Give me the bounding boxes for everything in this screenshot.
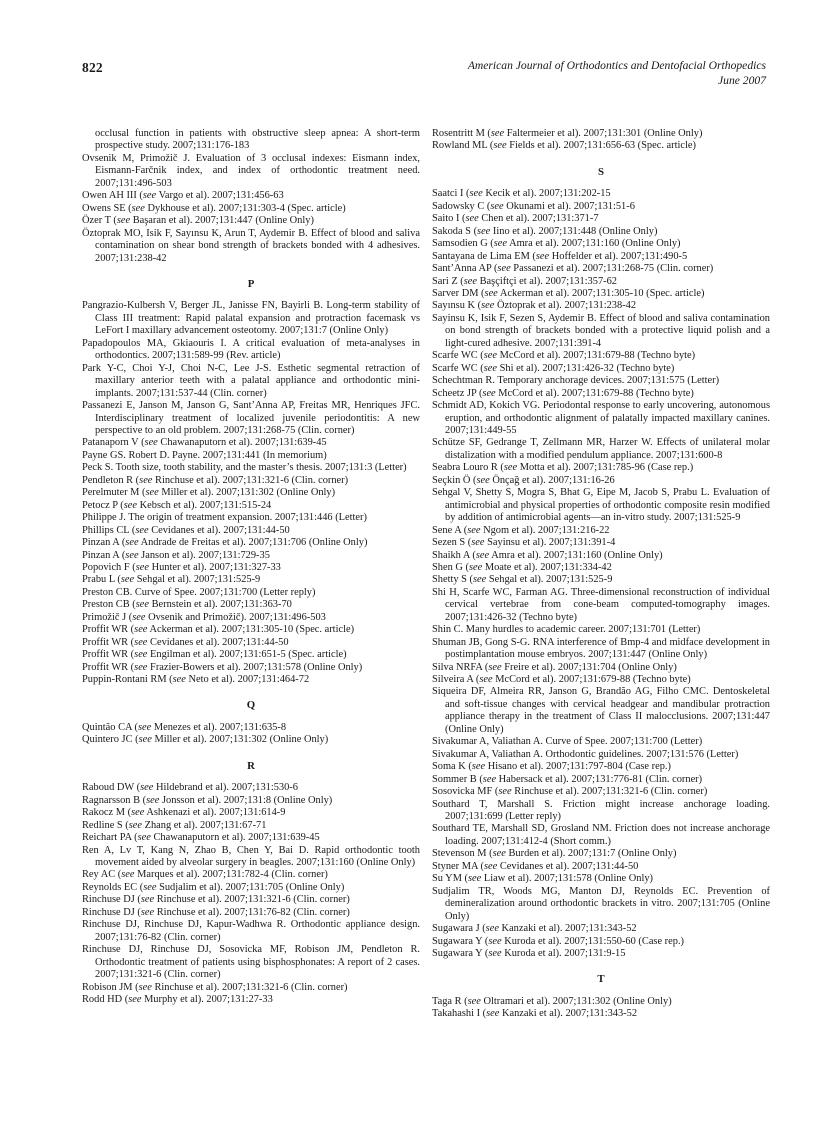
journal-title: American Journal of Orthodontics and Dentofacial Orthopedics xyxy=(467,59,766,72)
index-entry: Rinchuse DJ (see Rinchuse et al). 2007;131:321-6 (Clin. corner) xyxy=(82,894,350,906)
index-entry: Scarfe WC (see Shi et al). 2007;131:426-32 (Techno byte) xyxy=(432,362,675,374)
index-entry: Styner MA (see Cevidanes et al). 2007;131:44-50 xyxy=(432,860,639,872)
index-entry: Quintão CA (see Menezes et al). 2007;131:635-8 xyxy=(82,721,287,733)
index-entry: Sudjalim TR, Woods MG, Manton DJ, Reynolds EC. Prevention of demineralization around orthodontic brackets in vitro. 2007;131:705 (Online Only) xyxy=(432,885,770,922)
index-entry: Scarfe WC (see McCord et al). 2007;131:679-88 (Techno byte) xyxy=(432,350,696,362)
index-entry: Papadopoulos MA, Gkiaouris I. A critical evaluation of meta-analyses in orthodontics. 2007;131:589-99 (Rev. article) xyxy=(82,337,420,362)
index-entry: Samsodien G (see Amra et al). 2007;131:160 (Online Only) xyxy=(432,238,681,250)
index-entry: Seçkin Ö (see Önçağ et al). 2007;131:16-26 xyxy=(432,474,615,486)
running-head xyxy=(468,58,766,88)
page-number: 822 xyxy=(82,60,103,75)
index-entry: Sivakumar A, Valiathan A. Orthodontic guidelines. 2007;131:576 (Letter) xyxy=(432,748,739,760)
index-entry: Rinchuse DJ (see Rinchuse et al). 2007;131:76-82 (Clin. corner) xyxy=(82,906,350,918)
index-entry: Shin C. Many hurdles to academic career. 2007;131:701 (Letter) xyxy=(432,624,701,636)
index-entry: Sayinsu K, Isik F, Sezen S, Aydemir B. Effect of blood and saliva contamination on bond strength of brackets bonded with a protective liquid polish and a light-cured adhesive. 2007;131:391-4 xyxy=(432,312,770,349)
section-heading-T: T xyxy=(597,973,605,986)
index-entry: Sommer B (see Habersack et al). 2007;131:776-81 (Clin. corner) xyxy=(432,773,703,785)
index-entry: Popovich F (see Hunter et al). 2007;131:327-33 xyxy=(82,561,281,573)
index-entry: Saatci I (see Kecik et al). 2007;131:202-15 xyxy=(432,188,611,200)
index-entry: Shen G (see Moate et al). 2007;131:334-42 xyxy=(432,561,612,573)
index-entry: Sadowsky C (see Okunami et al). 2007;131:51-6 xyxy=(432,200,635,212)
index-entry: Rey AC (see Marques et al). 2007;131:782-4 (Clin. corner) xyxy=(82,869,328,881)
index-entry: Payne GS. Robert D. Payne. 2007;131:441 (In memorium) xyxy=(82,449,327,461)
index-entry: Sari Z (see Başçiftçi et al). 2007;131:357-62 xyxy=(432,275,617,287)
index-entry: Ovsenik M, Primožič J. Evaluation of 3 occlusal indexes: Eismann index, Eismann-Farčnik index, and index of orthodontic treatment need. 2007;131:496-503 xyxy=(82,152,420,189)
index-entry: Silveira A (see McCord et al). 2007;131:679-88 (Techno byte) xyxy=(432,674,691,686)
index-entry: Sosovicka MF (see Rinchuse et al). 2007;131:321-6 (Clin. corner) xyxy=(432,786,708,798)
index-entry: Quintero JC (see Miller et al). 2007;131:302 (Online Only) xyxy=(82,734,329,746)
index-entry: Preston CB (see Bernstein et al). 2007;131:363-70 xyxy=(82,599,292,611)
index-entry: Primožič J (see Ovsenik and Primožič). 2007;131:496-503 xyxy=(82,611,326,623)
index-entry: Rinchuse DJ, Rinchuse DJ, Sosovicka MF, Robison JM, Pendleton R. Orthodontic treatment of patients using bisphosphonates: A report of 2 cases. 2007;131:321-6 (Clin. corner) xyxy=(82,944,420,981)
index-entry: Robison JM (see Rinchuse et al). 2007;131:321-6 (Clin. corner) xyxy=(82,981,348,993)
index-entry: Sant’Anna AP (see Passanezi et al). 2007;131:268-75 (Clin. corner) xyxy=(432,263,714,275)
index-entry: Passanezi E, Janson M, Janson G, Sant’Anna AP, Freitas MR, Henriques JFC. Interdisciplinary treatment of localized juvenile periodontitis: A new perspective to an old problem. 2007;131:268-75 (Clin. corner) xyxy=(82,400,420,436)
index-entry: Stevenson M (see Burden et al). 2007;131:7 (Online Only) xyxy=(432,848,677,860)
index-entry: Owens SE (see Dykhouse et al). 2007;131:303-4 (Spec. article) xyxy=(82,202,346,214)
index-entry: Ren A, Lv T, Kang N, Zhao B, Chen Y, Bai D. Rapid orthodontic tooth movement aided by alveolar surgery in beagles. 2007;131:160 (Online Only) xyxy=(82,844,420,869)
index-entry: Sene A (see Ngom et al). 2007;131:216-22 xyxy=(432,524,610,536)
index-entry: Proffit WR (see Frazier-Bowers et al). 2007;131:578 (Online Only) xyxy=(82,661,363,673)
index-entry: Schmidt AD, Kokich VG. Periodontal response to early uncovering, autonomous eruption, and orthodontic alignment of palatally impacted maxillary canines. 2007;131:449-55 xyxy=(432,400,770,436)
index-entry: Philippe J. The origin of treatment expansion. 2007;131:446 (Letter) xyxy=(82,512,367,524)
index-entry: Sarver DM (see Ackerman et al). 2007;131:305-10 (Spec. article) xyxy=(432,287,705,299)
index-entry: Shaikh A (see Amra et al). 2007;131:160 (Online Only) xyxy=(432,549,663,561)
index-entry: Reynolds EC (see Sudjalim et al). 2007;131:705 (Online Only) xyxy=(82,881,345,893)
index-column-left xyxy=(82,128,420,1006)
index-entry: Pendleton R (see Rinchuse et al). 2007;131:321-6 (Clin. corner) xyxy=(82,474,349,486)
index-entry: Proffit WR (see Ackerman et al). 2007;131:305-10 (Spec. article) xyxy=(82,624,355,636)
index-entry: Schechtman R. Temporary anchorage devices. 2007;131:575 (Letter) xyxy=(432,375,720,387)
index-entry: Phillips CL (see Cevidanes et al). 2007;131:44-50 xyxy=(82,524,290,536)
index-entry: Raboud DW (see Hildebrand et al). 2007;131:530-6 xyxy=(82,782,298,794)
index-entry: Ragnarsson B (see Jonsson et al). 2007;131:8 (Online Only) xyxy=(82,794,333,806)
index-entry: Proffit WR (see Cevidanes et al). 2007;131:44-50 xyxy=(82,636,289,648)
index-entry: Redline S (see Zhang et al). 2007;131:67-71 xyxy=(82,819,267,831)
index-entry: Sehgal V, Shetty S, Mogra S, Bhat G, Eipe M, Jacob S, Prabu L. Evaluation of antimicrobial and physical properties of orthodontic composite resin modified by addition of antimicrobial agents—an in-vitro study. 2007;131:525-9 xyxy=(432,487,770,524)
index-entry: Takahashi I (see Kanzaki et al). 2007;131:343-52 xyxy=(432,1008,638,1020)
index-entry: Silva NRFA (see Freire et al). 2007;131:704 (Online Only) xyxy=(432,661,677,673)
index-entry: Taga R (see Oltramari et al). 2007;131:302 (Online Only) xyxy=(432,995,672,1007)
index-entry: Shuman JB, Gong S-G. RNA interference of Bmp-4 and midface development in postimplantation mouse embryos. 2007;131:447 (Online Only) xyxy=(432,636,770,661)
index-entry: Sugawara J (see Kanzaki et al). 2007;131:343-52 xyxy=(432,923,637,935)
index-entry: Pangrazio-Kulbersh V, Berger JL, Janisse FN, Bayirli B. Long-term stability of Class III treatment: Rapid palatal expansion and protraction facemask vs LeFort I maxillary advancement osteotomy. 2007;131:7 (Online Only) xyxy=(82,300,420,337)
index-entry: Petocz P (see Kebsch et al). 2007;131:515-24 xyxy=(82,499,272,511)
index-entry: Sayınsu K (see Öztoprak et al). 2007;131:238-42 xyxy=(432,300,637,312)
index-entry: Park Y-C, Choi Y-J, Choi N-C, Lee J-S. Esthetic segmental retraction of maxillary anterior teeth with a palatal appliance and orthodontic mini-implants. 2007;131:537-44 (Clin. corner) xyxy=(82,362,420,399)
index-entry: Pinzan A (see Andrade de Freitas et al). 2007;131:706 (Online Only) xyxy=(82,537,368,549)
index-entry: Pinzan A (see Janson et al). 2007;131:729-35 xyxy=(82,549,270,561)
index-entry: Shetty S (see Sehgal et al). 2007;131:525-9 xyxy=(432,574,613,586)
index-column-right xyxy=(432,128,770,1021)
index-entry: Siqueira DF, Almeira RR, Janson G, Brandão AG, Filho CMC. Dentoskeletal and soft-tissue changes with cervical headgear and mandibular protraction appliance therapy in the treatment of Class II malocclusions. 2007;131:447 (Online Only) xyxy=(432,686,770,735)
section-heading-S: S xyxy=(597,165,604,178)
index-entry: Preston CB. Curve of Spee. 2007;131:700 (Letter reply) xyxy=(82,586,316,598)
index-entry: Sezen S (see Sayinsu et al). 2007;131:391-4 xyxy=(432,537,616,549)
index-entry: Rodd HD (see Murphy et al). 2007;131:27-33 xyxy=(82,994,273,1005)
issue-date: June 2007 xyxy=(718,74,766,87)
index-entry: Prabu L (see Sehgal et al). 2007;131:525-9 xyxy=(82,574,261,586)
index-entry: Patanaporn V (see Chawanaputorn et al). 2007;131:639-45 xyxy=(82,437,327,449)
index-entry: Scheetz JP (see McCord et al). 2007;131:679-88 (Techno byte) xyxy=(432,387,694,399)
index-entry: Öztoprak MO, Isik F, Sayınsu K, Arun T, Aydemir B. Effect of blood and saliva contamination on shear bond strength of brackets bonded with 4 adhesives. 2007;131:238-42 xyxy=(82,227,420,264)
index-entry: Proffit WR (see Engilman et al). 2007;131:651-5 (Spec. article) xyxy=(82,649,347,661)
index-entry: Perelmuter M (see Miller et al). 2007;131:302 (Online Only) xyxy=(82,487,336,499)
section-heading-P: P xyxy=(247,277,255,290)
index-entry: Soma K (see Hisano et al). 2007;131:797-804 (Case rep.) xyxy=(432,761,671,773)
index-entry: Schütze SF, Gedrange T, Zellmann MR, Harzer W. Effects of unilateral molar distalization with a modified pendulum appliance. 2007;131:600-8 xyxy=(432,437,770,461)
index-entry: Southard TE, Marshall SD, Grosland NM. Friction does not increase anchorage loading. 2007;131:412-4 (Short comm.) xyxy=(432,823,770,847)
index-entry: Southard T, Marshall S. Friction might increase anchorage loading. 2007;131:699 (Letter reply) xyxy=(432,798,770,823)
index-entry: Rosentritt M (see Faltermeier et al). 2007;131:301 (Online Only) xyxy=(432,128,703,139)
index-entry: Sugawara Y (see Kuroda et al). 2007;131:9-15 xyxy=(432,948,626,959)
index-entry: Seabra Louro R (see Motta et al). 2007;131:785-96 (Case rep.) xyxy=(432,462,694,474)
index-entry: Saito I (see Chen et al). 2007;131:371-7 xyxy=(432,213,599,225)
index-entry: Puppin-Rontani RM (see Neto et al). 2007;131:464-72 xyxy=(82,674,310,686)
index-entry: Sakoda S (see Iino et al). 2007;131:448 (Online Only) xyxy=(432,225,658,237)
index-entry: Reichart PA (see Chawanaputorn et al). 2007;131:639-45 xyxy=(82,832,320,844)
index-entry: Santayana de Lima EM (see Hoffelder et al). 2007;131:490-5 xyxy=(432,250,688,262)
index-entry: Rinchuse DJ, Rinchuse DJ, Kapur-Wadhwa R. Orthodontic appliance design. 2007;131:76-82 (Clin. corner) xyxy=(82,919,420,943)
index-entry: Rakocz M (see Ashkenazi et al). 2007;131:614-9 xyxy=(82,807,286,819)
index-entry: Özer T (see Başaran et al). 2007;131:447 (Online Only) xyxy=(82,215,314,227)
index-entry: Shi H, Scarfe WC, Farman AG. Three-dimensional reconstruction of individual cervical vertebrae from cone-beam computed-tomography images. 2007;131:426-32 (Techno byte) xyxy=(432,586,770,623)
index-entry: Rowland ML (see Fields et al). 2007;131:656-63 (Spec. article) xyxy=(432,140,696,152)
index-entry: Sivakumar A, Valiathan A. Curve of Spee. 2007;131:700 (Letter) xyxy=(432,736,703,748)
section-heading-Q: Q xyxy=(246,699,256,712)
index-entry: Peck S. Tooth size, tooth stability, and the master’s thesis. 2007;131:3 (Letter) xyxy=(82,462,407,474)
section-heading-R: R xyxy=(247,759,255,772)
index-entry: Su YM (see Liaw et al). 2007;131:578 (Online Only) xyxy=(432,873,653,885)
index-entry: Sugawara Y (see Kuroda et al). 2007;131:550-60 (Case rep.) xyxy=(432,935,685,947)
index-entry: occlusal function in patients with obstructive sleep apnea: A short-term prospective study. 2007;131:176-183 xyxy=(95,128,420,152)
index-entry: Owen AH III (see Vargo et al). 2007;131:456-63 xyxy=(82,190,284,202)
